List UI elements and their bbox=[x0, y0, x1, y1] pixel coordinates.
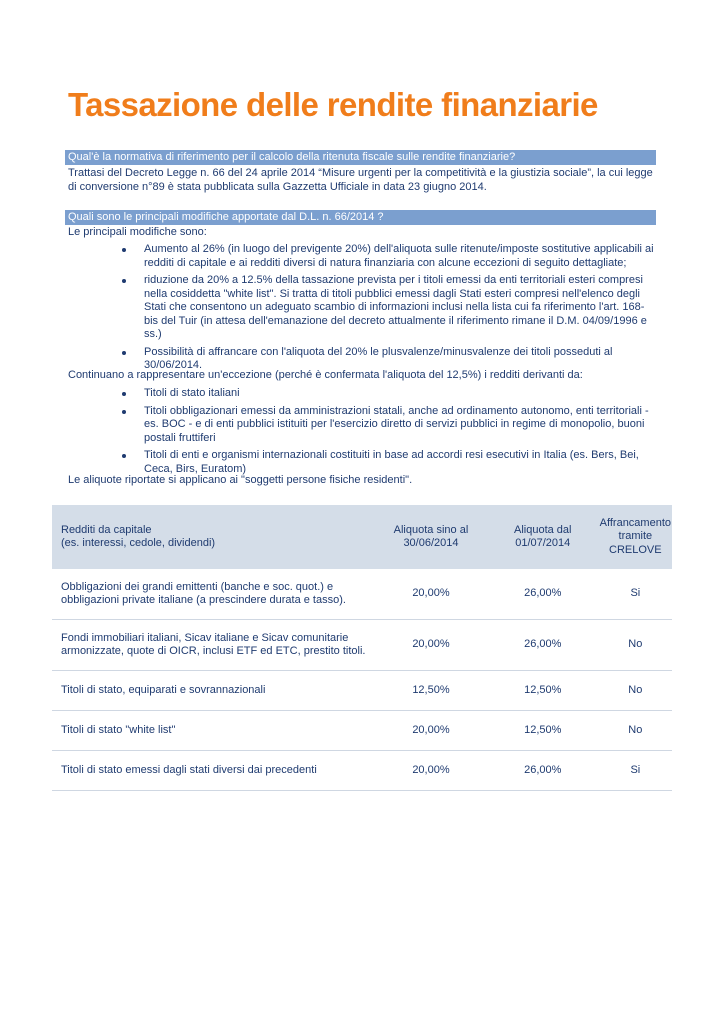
table-header-row bbox=[52, 505, 672, 569]
cell-rate-before: 20,00% bbox=[375, 711, 487, 751]
cell-affrancamento: No bbox=[599, 711, 672, 751]
page-title: Tassazione delle rendite finanziarie bbox=[68, 86, 598, 123]
cell-rate-after: 26,00% bbox=[487, 620, 599, 671]
table-row bbox=[52, 751, 672, 791]
list-item: Titoli di enti e organismi internazionali costituiti in base ad accordi resi esecutivi in Italia (es. Bers, Bei, Ceca, Birs, Euratom) bbox=[121, 449, 656, 476]
header-affrancamento: Affrancamento tramite CRELOVE bbox=[599, 505, 672, 569]
list-item: Aumento al 26% (in luogo del previgente 20%) dell'aliquota sulle ritenute/imposte sostitutive applicabili ai redditi di capitale e ai redditi diversi di natura finanziaria con alcune eccezioni di seguito dettagliate; bbox=[121, 243, 656, 270]
bullet-icon bbox=[122, 392, 126, 396]
modifiche-intro: Le principali modifiche sono: bbox=[68, 226, 207, 238]
table-row bbox=[52, 671, 672, 711]
exceptions-intro: Continuano a rappresentare un'eccezione (perché è confermata l'aliquota del 12,5%) i redditi derivanti da: bbox=[68, 369, 583, 381]
header-aliquota-dal: Aliquota dal 01/07/2014 bbox=[487, 505, 599, 569]
list-item: Titoli di stato italiani bbox=[121, 387, 656, 401]
list-item: Possibilità di affrancare con l'aliquota del 20% le plusvalenze/minusvalenze dei titoli posseduti al 30/06/2014. bbox=[121, 346, 656, 373]
changes-list bbox=[121, 243, 656, 377]
cell-reddito: Titoli di stato "white list" bbox=[52, 711, 375, 751]
cell-reddito: Fondi immobiliari italiani, Sicav italiane e Sicav comunitarie armonizzate, quote di OICR, inclusi ETF ed ETC, prestito titoli. bbox=[52, 620, 375, 671]
cell-affrancamento: Si bbox=[599, 751, 672, 791]
bullet-icon bbox=[122, 248, 126, 252]
answer-normativa: Trattasi del Decreto Legge n. 66 del 24 aprile 2014 “Misure urgenti per la competitività e la giustizia sociale”, la cui legge di conversione n°89 è stata pubblicata sulla Gazzetta Ufficiale in data 23 giugno 2014. bbox=[68, 167, 653, 193]
cell-affrancamento: No bbox=[599, 671, 672, 711]
table-row bbox=[52, 711, 672, 751]
bullet-icon bbox=[122, 454, 126, 458]
cell-rate-before: 20,00% bbox=[375, 620, 487, 671]
cell-rate-after: 12,50% bbox=[487, 671, 599, 711]
question-bar-normativa: Qual'è la normativa di riferimento per il calcolo della ritenuta fiscale sulle rendite finanziarie? bbox=[65, 150, 656, 165]
header-aliquota-sino: Aliquota sino al 30/06/2014 bbox=[375, 505, 487, 569]
bullet-icon bbox=[122, 410, 126, 414]
closing-note: Le aliquote riportate si applicano ai "soggetti persone fisiche residenti". bbox=[68, 474, 413, 486]
cell-reddito: Titoli di stato emessi dagli stati diversi dai precedenti bbox=[52, 751, 375, 791]
header-redditi: Redditi da capitale (es. interessi, cedole, dividendi) bbox=[52, 505, 375, 569]
cell-rate-after: 26,00% bbox=[487, 751, 599, 791]
bullet-icon bbox=[122, 279, 126, 283]
question-bar-modifiche: Quali sono le principali modifiche apportate dal D.L. n. 66/2014 ? bbox=[65, 210, 656, 225]
list-item: riduzione da 20% a 12.5% della tassazione prevista per i titoli emessi da enti territoriali esteri compresi nella cosiddetta "white list". Si tratta di titoli pubblici emessi dagli Stati esteri compresi nell'elenco degli Stati che consentono un adeguato scambio di informazioni inclusi nella lista cui fa riferimento l'art. 168-bis del Tuir (in attesa dell'emanazione del decreto attualmente il riferimento rimane il D.M. 04/09/1996 e ss.) bbox=[121, 274, 656, 342]
cell-reddito: Obbligazioni dei grandi emittenti (banche e soc. quot.) e obbligazioni private italiane (a prescindere durata e tasso). bbox=[52, 569, 375, 620]
cell-affrancamento: Si bbox=[599, 569, 672, 620]
exceptions-list bbox=[121, 387, 656, 480]
tax-rates-table bbox=[52, 505, 672, 791]
table-row bbox=[52, 569, 672, 620]
cell-reddito: Titoli di stato, equiparati e sovrannazionali bbox=[52, 671, 375, 711]
cell-rate-after: 26,00% bbox=[487, 569, 599, 620]
table-row bbox=[52, 620, 672, 671]
list-item: Titoli obbligazionari emessi da amministrazioni statali, anche ad ordinamento autonomo, enti territoriali - es. BOC - e di enti pubblici istituiti per l'esercizio diretto di servizi pubblici in regime di monopolio, buoni postali fruttiferi bbox=[121, 405, 656, 446]
bullet-icon bbox=[122, 351, 126, 355]
cell-rate-before: 20,00% bbox=[375, 751, 487, 791]
cell-rate-before: 12,50% bbox=[375, 671, 487, 711]
cell-rate-before: 20,00% bbox=[375, 569, 487, 620]
cell-rate-after: 12,50% bbox=[487, 711, 599, 751]
cell-affrancamento: No bbox=[599, 620, 672, 671]
